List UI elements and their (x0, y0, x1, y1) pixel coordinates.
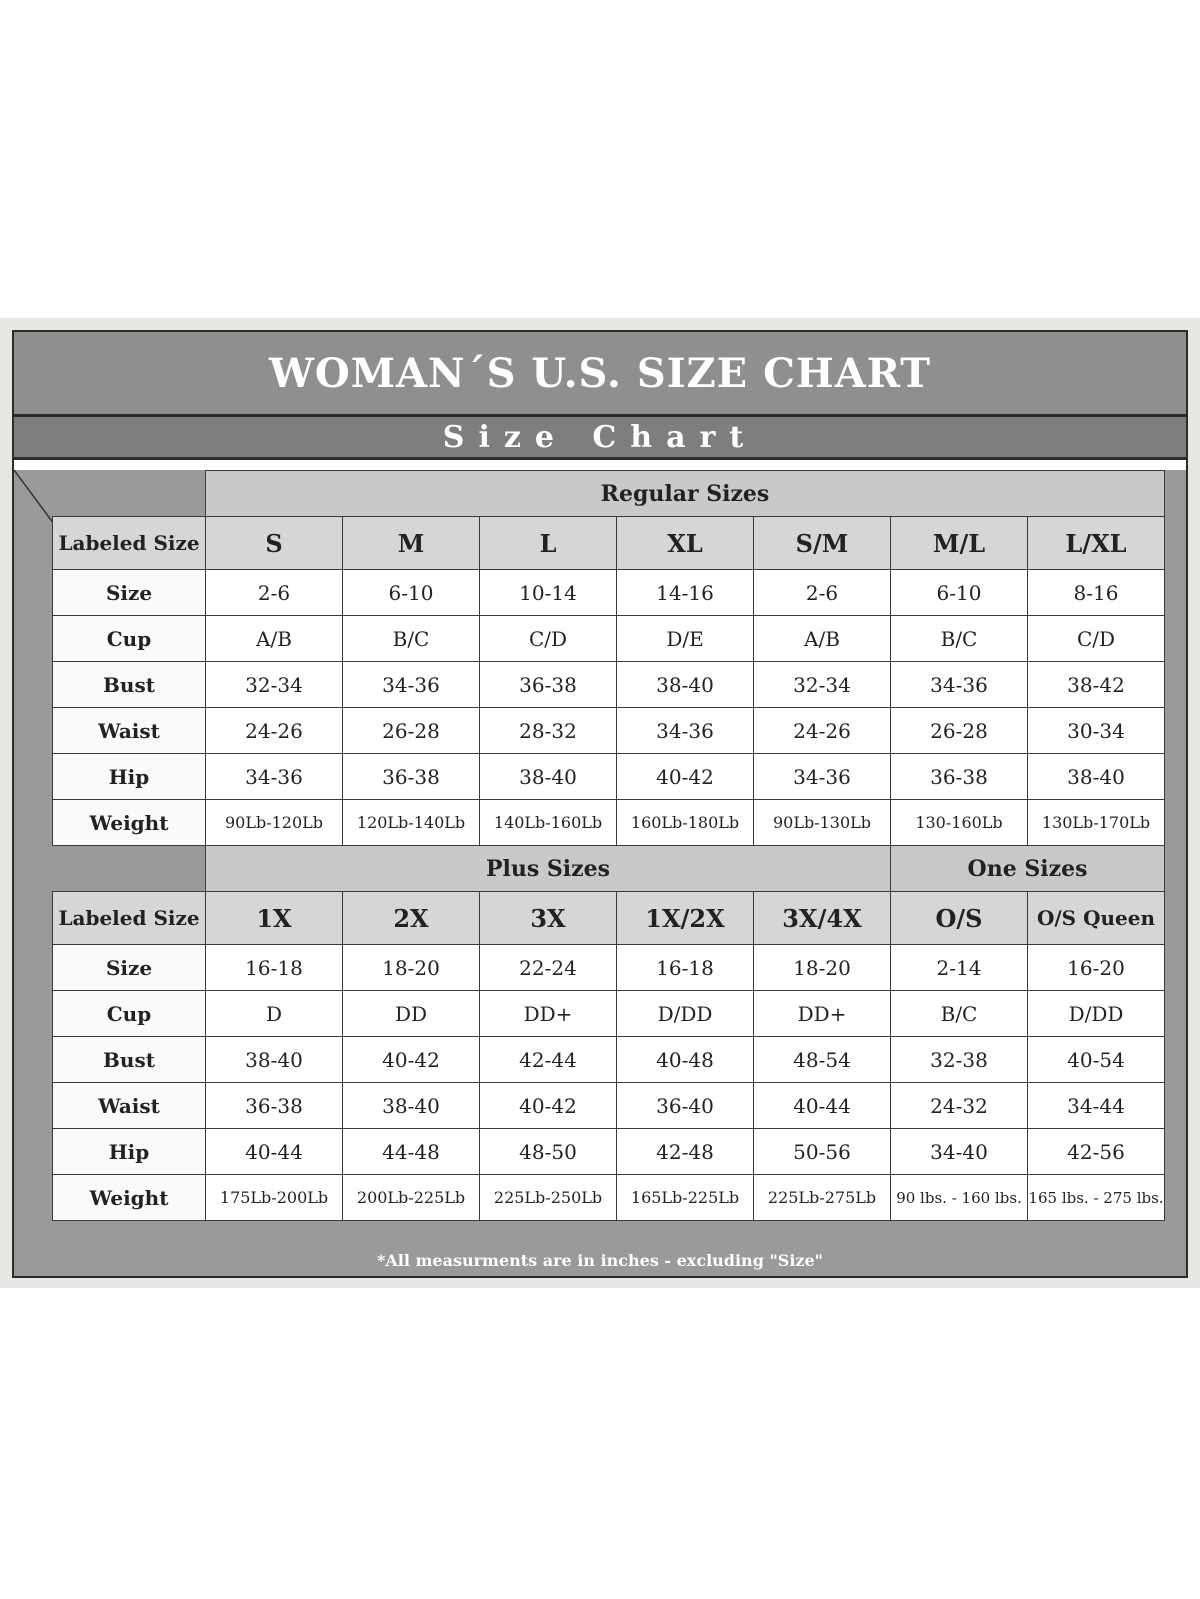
table-cell: 90Lb-130Lb (754, 800, 891, 846)
table-cell: 40-44 (754, 1083, 891, 1129)
table-cell: 40-42 (480, 1083, 617, 1129)
table-cell: 10-14 (480, 570, 617, 616)
size-column-header: O/S Queen (1028, 892, 1165, 945)
regular-sizes-heading: Regular Sizes (206, 471, 1165, 517)
row-label: Bust (53, 662, 206, 708)
size-column-header: XL (617, 517, 754, 570)
header-gap (14, 460, 1186, 470)
blank-corner-cell (53, 471, 206, 517)
table-cell: 2-6 (754, 570, 891, 616)
size-column-header: S/M (754, 517, 891, 570)
table-cell: 48-54 (754, 1037, 891, 1083)
table-cell: B/C (343, 616, 480, 662)
table-cell: 2-6 (206, 570, 343, 616)
table-cell: 36-38 (891, 754, 1028, 800)
table-row (53, 800, 1165, 846)
size-table (52, 470, 1165, 1221)
table-cell: 38-40 (617, 662, 754, 708)
size-column-header: 1X (206, 892, 343, 945)
table-cell: 18-20 (754, 945, 891, 991)
table-cell: 48-50 (480, 1129, 617, 1175)
labeled-size-label: Labeled Size (53, 892, 206, 945)
table-cell: 90Lb-120Lb (206, 800, 343, 846)
size-column-header: O/S (891, 892, 1028, 945)
table-cell: DD+ (754, 991, 891, 1037)
table-cell: 26-28 (343, 708, 480, 754)
table-cell: 140Lb-160Lb (480, 800, 617, 846)
table-cell: 30-34 (1028, 708, 1165, 754)
section-row (53, 846, 1165, 892)
size-column-header: L/XL (1028, 517, 1165, 570)
table-cell: 165 lbs. - 275 lbs. (1028, 1175, 1165, 1221)
table-cell: 24-32 (891, 1083, 1028, 1129)
table-cell: 8-16 (1028, 570, 1165, 616)
size-column-header: 3X (480, 892, 617, 945)
table-row (53, 616, 1165, 662)
table-cell: 34-36 (206, 754, 343, 800)
table-row (53, 708, 1165, 754)
labeled-size-row (53, 892, 1165, 945)
table-cell: D/E (617, 616, 754, 662)
row-label: Bust (53, 1037, 206, 1083)
table-cell: D (206, 991, 343, 1037)
table-cell: 42-48 (617, 1129, 754, 1175)
table-cell: 24-26 (206, 708, 343, 754)
table-row (53, 1129, 1165, 1175)
table-cell: 38-42 (1028, 662, 1165, 708)
table-cell: DD+ (480, 991, 617, 1037)
row-label: Weight (53, 800, 206, 846)
table-cell: 42-44 (480, 1037, 617, 1083)
table-row (53, 662, 1165, 708)
size-column-header: 3X/4X (754, 892, 891, 945)
row-label: Cup (53, 616, 206, 662)
table-cell: 90 lbs. - 160 lbs. (891, 1175, 1028, 1221)
table-cell: C/D (1028, 616, 1165, 662)
table-cell: 26-28 (891, 708, 1028, 754)
table-cell: 225Lb-275Lb (754, 1175, 891, 1221)
table-cell: 40-44 (206, 1129, 343, 1175)
section-row (53, 471, 1165, 517)
table-cell: 28-32 (480, 708, 617, 754)
table-cell: 14-16 (617, 570, 754, 616)
table-cell: 34-40 (891, 1129, 1028, 1175)
table-cell: 34-36 (617, 708, 754, 754)
row-label: Size (53, 570, 206, 616)
table-cell: 165Lb-225Lb (617, 1175, 754, 1221)
table-cell: 34-44 (1028, 1083, 1165, 1129)
table-cell: 36-38 (480, 662, 617, 708)
table-cell: 38-40 (343, 1083, 480, 1129)
chart-title: WOMAN´S U.S. SIZE CHART (14, 332, 1186, 417)
table-cell: 50-56 (754, 1129, 891, 1175)
table-cell: 32-34 (754, 662, 891, 708)
size-column-header: 2X (343, 892, 480, 945)
table-row (53, 945, 1165, 991)
table-cell: 44-48 (343, 1129, 480, 1175)
table-cell: 130-160Lb (891, 800, 1028, 846)
table-cell: 16-18 (206, 945, 343, 991)
table-cell: 36-38 (206, 1083, 343, 1129)
table-cell: B/C (891, 616, 1028, 662)
table-row (53, 754, 1165, 800)
table-cell: 6-10 (891, 570, 1028, 616)
size-column-header: M/L (891, 517, 1028, 570)
table-cell: 175Lb-200Lb (206, 1175, 343, 1221)
labeled-size-label: Labeled Size (53, 517, 206, 570)
table-row (53, 570, 1165, 616)
table-cell: A/B (754, 616, 891, 662)
table-cell: 130Lb-170Lb (1028, 800, 1165, 846)
table-cell: 40-42 (617, 754, 754, 800)
labeled-size-row (53, 517, 1165, 570)
row-label: Waist (53, 708, 206, 754)
table-cell: C/D (480, 616, 617, 662)
table-row (53, 1083, 1165, 1129)
table-cell: 16-20 (1028, 945, 1165, 991)
table-cell: 42-56 (1028, 1129, 1165, 1175)
table-cell: D/DD (617, 991, 754, 1037)
row-label: Hip (53, 1129, 206, 1175)
table-cell: 225Lb-250Lb (480, 1175, 617, 1221)
table-cell: 34-36 (754, 754, 891, 800)
table-cell: 22-24 (480, 945, 617, 991)
table-cell: 40-42 (343, 1037, 480, 1083)
table-row (53, 991, 1165, 1037)
table-cell: 36-40 (617, 1083, 754, 1129)
row-label: Hip (53, 754, 206, 800)
table-cell: 38-40 (480, 754, 617, 800)
table-cell: 40-54 (1028, 1037, 1165, 1083)
table-cell: 160Lb-180Lb (617, 800, 754, 846)
table-cell: 32-34 (206, 662, 343, 708)
table-cell: D/DD (1028, 991, 1165, 1037)
row-label: Weight (53, 1175, 206, 1221)
table-cell: 38-40 (206, 1037, 343, 1083)
chart-subtitle: Size Chart (14, 417, 1186, 460)
table-cell: 18-20 (343, 945, 480, 991)
plus-sizes-heading: Plus Sizes (206, 846, 891, 892)
table-cell: 120Lb-140Lb (343, 800, 480, 846)
size-column-header: L (480, 517, 617, 570)
table-cell: A/B (206, 616, 343, 662)
table-cell: 6-10 (343, 570, 480, 616)
table-cell: 200Lb-225Lb (343, 1175, 480, 1221)
table-cell: B/C (891, 991, 1028, 1037)
size-column-header: S (206, 517, 343, 570)
table-cell: DD (343, 991, 480, 1037)
row-label: Size (53, 945, 206, 991)
row-label: Cup (53, 991, 206, 1037)
table-row (53, 1037, 1165, 1083)
table-cell: 36-38 (343, 754, 480, 800)
table-cell: 38-40 (1028, 754, 1165, 800)
table-cell: 34-36 (343, 662, 480, 708)
table-cell: 16-18 (617, 945, 754, 991)
table-cell: 32-38 (891, 1037, 1028, 1083)
table-cell: 24-26 (754, 708, 891, 754)
size-column-header: M (343, 517, 480, 570)
size-column-header: 1X/2X (617, 892, 754, 945)
row-label: Waist (53, 1083, 206, 1129)
size-chart (12, 330, 1188, 1278)
table-cell: 34-36 (891, 662, 1028, 708)
blank-corner-cell (53, 846, 206, 892)
one-sizes-heading: One Sizes (891, 846, 1165, 892)
table-cell: 2-14 (891, 945, 1028, 991)
table-row (53, 1175, 1165, 1221)
footnote: *All measurments are in inches - excluding "Size" (376, 1251, 824, 1270)
corner-diagonal-line (14, 470, 54, 524)
table-cell: 40-48 (617, 1037, 754, 1083)
